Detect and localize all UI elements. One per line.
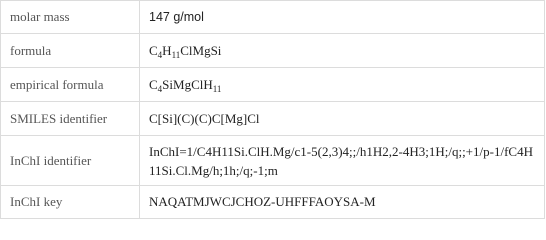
row-label: molar mass — [1, 1, 140, 34]
table-row — [1, 68, 545, 102]
row-label: empirical formula — [1, 68, 140, 102]
table-row — [1, 34, 545, 68]
smiles-value: C[Si](C)(C)C[Mg]Cl — [140, 102, 545, 136]
table-row — [1, 1, 545, 34]
inchi-value: InChI=1/C4H11Si.ClH.Mg/c1-5(2,3)4;;/h1H2,2-4H3;1H;/q;;+1/p-1/fC4H11Si.Cl.Mg/h;1h;/q;-1;m — [140, 136, 545, 186]
row-label: SMILES identifier — [1, 102, 140, 136]
formula-value: $C_4H_{11}ClMgSi$ — [140, 34, 545, 68]
empirical-formula-value: $C_4SiMgClH_{11}$ — [140, 68, 545, 102]
table-row — [1, 136, 545, 186]
row-label: InChI key — [1, 186, 140, 219]
row-label: formula — [1, 34, 140, 68]
molar-mass-value: 147 g/mol — [140, 1, 545, 34]
table-row — [1, 102, 545, 136]
table-row — [1, 186, 545, 219]
row-label: InChI identifier — [1, 136, 140, 186]
inchi-key-value: NAQATMJWCJCHOZ-UHFFFAOYSA-M — [140, 186, 545, 219]
